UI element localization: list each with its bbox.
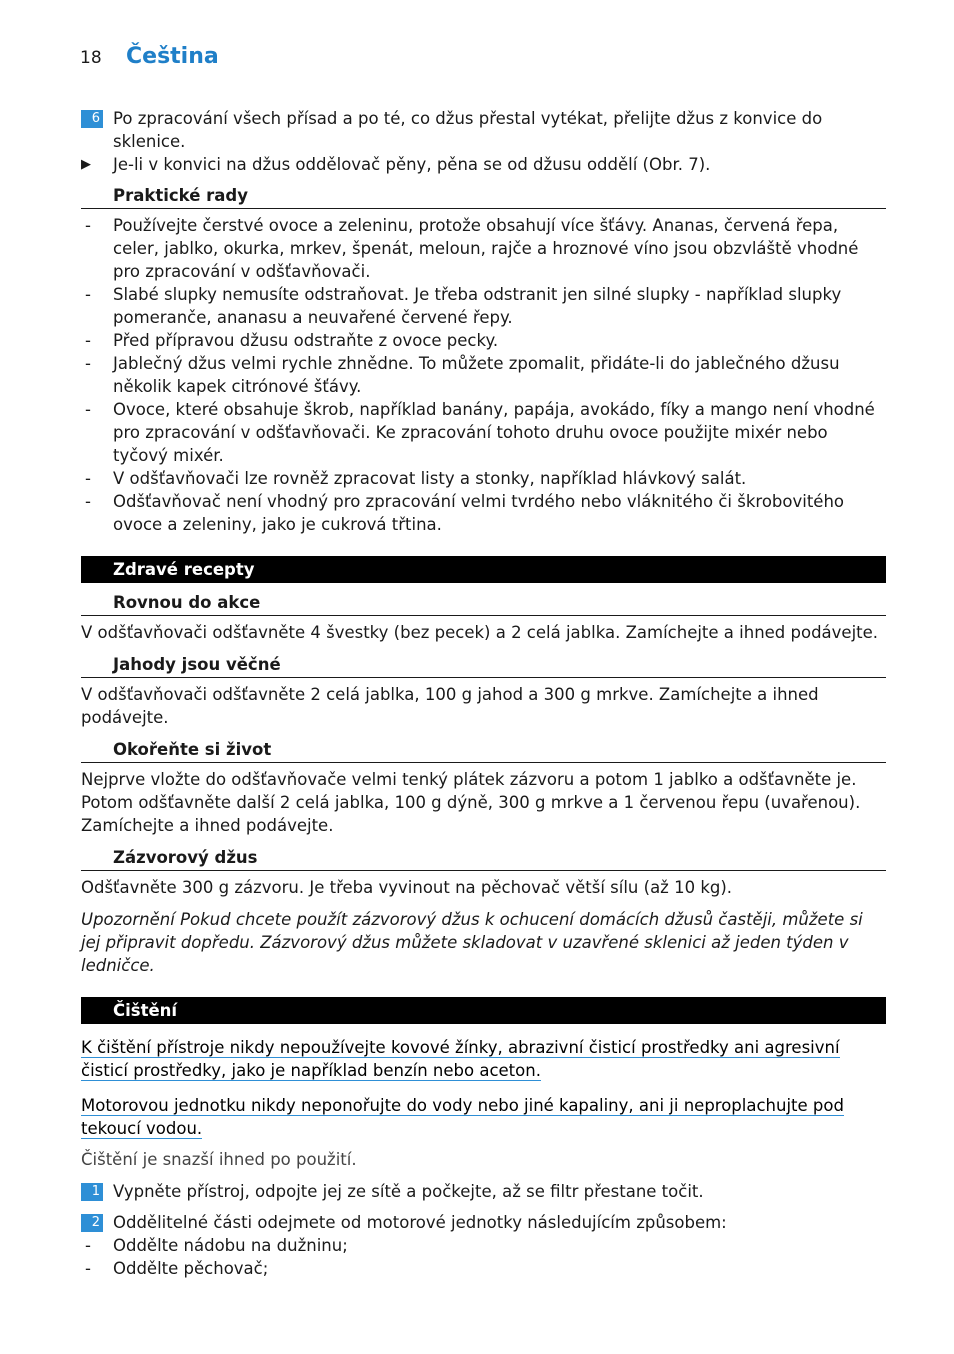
step-6 — [81, 107, 886, 153]
step-text: Oddělitelné části odejmete od motorové jednotky následujícím způsobem: — [113, 1213, 727, 1232]
bullet-text: Je-li v konvici na džus oddělovač pěny, pěna se od džusu oddělí (Obr. 7). — [113, 155, 711, 174]
list-item: - V odšťavňovači lze rovněž zpracovat listy a stonky, například hlávkový salát. — [85, 469, 747, 488]
step-2 — [81, 1211, 886, 1234]
caution-note: Upozornění Pokud chcete použít zázvorový džus k ochucení domácích džusů častěji, můžete si jej připravit dopředu. Zázvorový džus můžete skladovat v uzavřené sklenici až jeden týden v ledničce. — [81, 910, 863, 975]
list-item: - Oddělte nádobu na dužninu; — [85, 1236, 348, 1255]
list-item: - Ovoce, které obsahuje škrob, například banány, papája, avokádo, fíky a mango není vhodné pro zpracování v odšťavňovači. Ke zpracování tohoto druhu ovoce použijte mixér nebo tyčový mixér. — [85, 400, 875, 465]
page-number: 18 — [80, 48, 102, 68]
recipe-text: Odšťavněte 300 g zázvoru. Je třeba vyvinout na pěchovač větší sílu (až 10 kg). — [81, 878, 733, 897]
list-item: - Odšťavňovač není vhodný pro zpracování velmi tvrdého nebo vláknitého či škrobovitého ovoce a zeleniny, jako je cukrová třtina. — [85, 492, 845, 534]
recipe-text: Nejprve vložte do odšťavňovače velmi tenký plátek zázvoru a potom 1 jablko a odšťavněte je. Potom odšťavněte další 2 celá jablka, 100 g dýně, 300 g mrkve a 1 červenou řepu (uvařenou). Zamíchejte a ihned podávejte. — [81, 770, 861, 835]
step-number-badge: 2 — [81, 1214, 103, 1232]
page-header — [80, 44, 219, 69]
step-text: Po zpracování všech přísad a po té, co džus přestal vytékat, přelijte džus z konvice do sklenice. — [113, 109, 823, 151]
bullet-item — [81, 153, 886, 176]
cleaning-section-heading: Čištění — [81, 997, 886, 1024]
tips-list — [81, 214, 886, 536]
bullet-arrow-icon: ▶ — [81, 157, 91, 172]
tips-heading: Praktické rady — [81, 184, 886, 209]
page-content — [81, 107, 886, 1280]
recipe-title: Rovnou do akce — [81, 591, 886, 616]
list-item: - Před přípravou džusu odstraňte z ovoce pecky. — [85, 331, 499, 350]
recipe-title: Zázvorový džus — [81, 846, 886, 871]
step-1 — [81, 1180, 886, 1203]
step-text: Vypněte přístroj, odpojte jej ze sítě a počkejte, až se filtr přestane točit. — [113, 1182, 704, 1201]
cleaning-hint: Čištění je snazší ihned po použití. — [81, 1150, 357, 1169]
recipes-section-heading: Zdravé recepty — [81, 556, 886, 583]
recipe-text: V odšťavňovači odšťavněte 2 celá jablka, 100 g jahod a 300 g mrkve. Zamíchejte a ihned podávejte. — [81, 685, 819, 727]
list-item: - Oddělte pěchovač; — [85, 1259, 269, 1278]
language-title: Čeština — [126, 44, 219, 69]
recipe-text: V odšťavňovači odšťavněte 4 švestky (bez pecek) a 2 celá jablka. Zamíchejte a ihned podávejte. — [81, 623, 879, 642]
warning-text: K čištění přístroje nikdy nepoužívejte kovové žínky, abrazivní čisticí prostředky ani agresivní čisticí prostředky, jako je například benzín nebo aceton. — [81, 1038, 840, 1080]
recipe-title: Jahody jsou věčné — [81, 653, 886, 678]
recipe-title: Okořeňte si život — [81, 738, 886, 763]
list-item: - Používejte čerstvé ovoce a zeleninu, protože obsahují více šťávy. Ananas, červená řepa, celer, jablko, okurka, mrkev, špenát, meloun, rajče a hroznové víno jsou obzvláště vhodné pro zpracování v odšťavňovači. — [85, 216, 859, 281]
list-item: - Jablečný džus velmi rychle zhnědne. To můžete zpomalit, přidáte-li do jablečného džusu několik kapek citrónové šťávy. — [85, 354, 840, 396]
warning-text: Motorovou jednotku nikdy neponořujte do vody nebo jiné kapaliny, ani ji neproplachujte pod tekoucí vodou. — [81, 1096, 844, 1138]
step-number-badge: 1 — [81, 1183, 103, 1201]
step-number-badge: 6 — [81, 110, 103, 128]
list-item: - Slabé slupky nemusíte odstraňovat. Je třeba odstranit jen silné slupky - například slupky pomeranče, ananasu a neuvařené červené řepy. — [85, 285, 842, 327]
